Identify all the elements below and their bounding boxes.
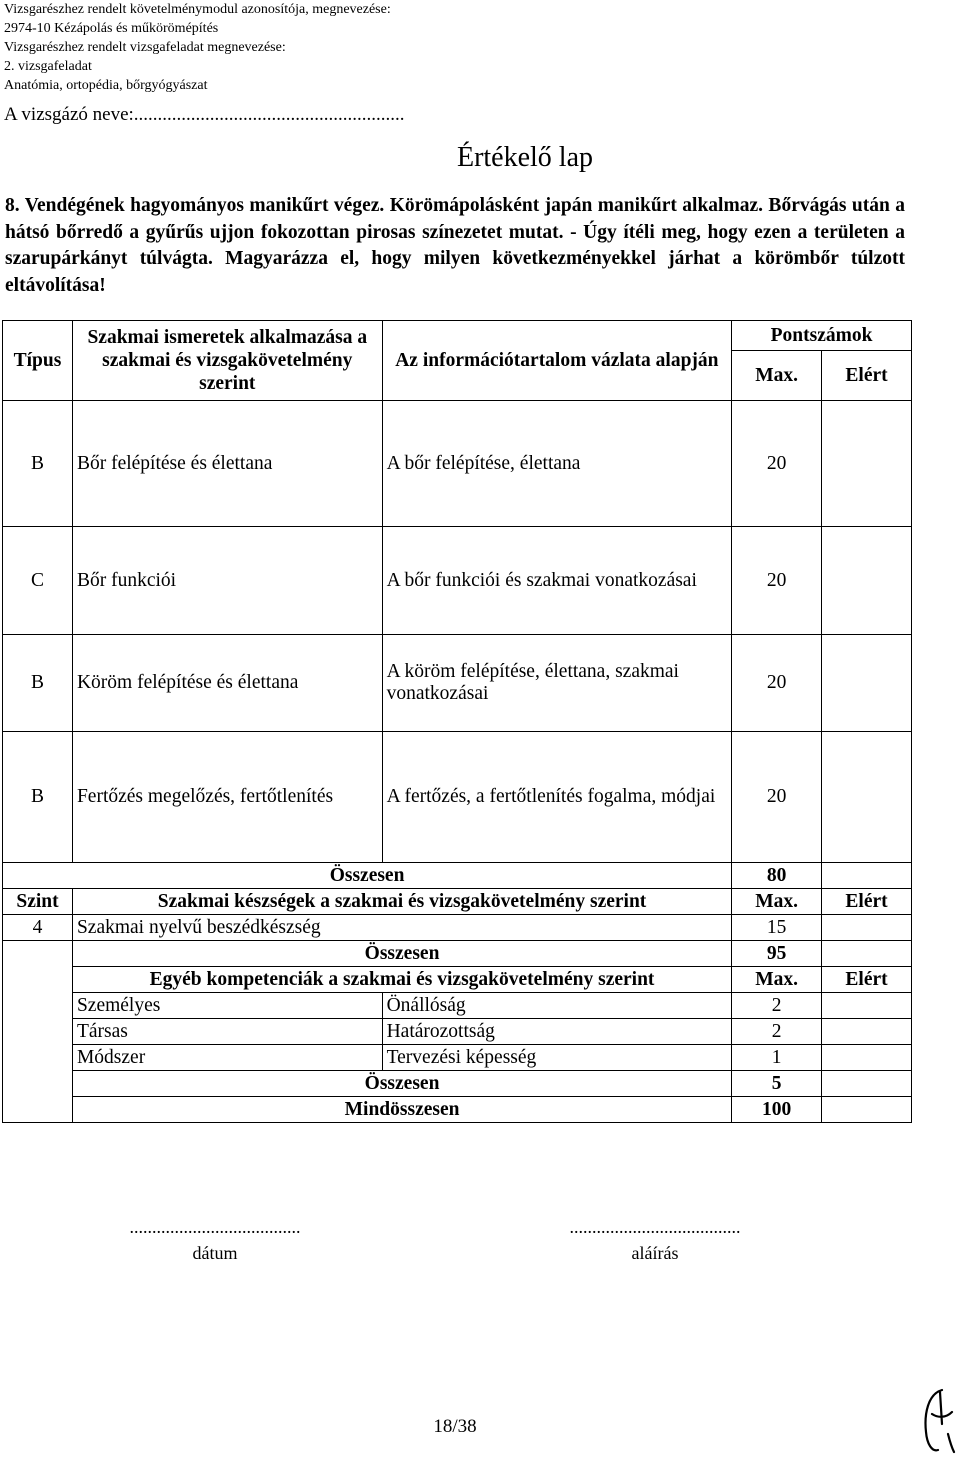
header-info: Az információtartalom vázlata alapján — [382, 321, 732, 401]
competency-category: Személyes — [72, 993, 382, 1019]
subtotal-achieved — [822, 863, 912, 889]
blank-cell — [3, 1097, 73, 1123]
sign-dots: ...................................... — [569, 1217, 741, 1237]
header-points: Pontszámok — [732, 321, 912, 351]
date-signature-block — [85, 1214, 345, 1266]
subtotal-label: Összesen — [72, 941, 731, 967]
row-max: 20 — [732, 401, 822, 527]
skills-level-header: Szint — [3, 889, 73, 915]
blank-cell — [3, 993, 73, 1019]
header-line: Vizsgarészhez rendelt követelménymodul azonosítója, megnevezése: — [4, 2, 391, 17]
subtotal-achieved — [822, 1071, 912, 1097]
subtotal-label: Összesen — [72, 1071, 731, 1097]
skills-max: 15 — [732, 915, 822, 941]
competency-achieved — [822, 1019, 912, 1045]
row-achieved — [822, 527, 912, 635]
table-row — [3, 635, 912, 732]
row-info: A bőr funkciói és szakmai vonatkozásai — [382, 527, 732, 635]
blank-cell — [3, 967, 73, 993]
task-description: 8. Vendégének hagyományos manikűrt végez. Körömápolásként japán manikűrt alkalmaz. Bőrvágás után a hátsó bőrredő a gyűrűs ujjon fokozottan pirosas színezetet mutat. - Úgy ítéli meg, hogy ezen a területen a szarupárkányt túlvágta. Magyarázza el, hogy milyen következményekkel járhat a körömbőr túlzott eltávolítása! — [5, 195, 905, 296]
date-label: dátum — [192, 1243, 238, 1263]
row-info: A fertőzés, a fertőtlenítés fogalma, módjai — [382, 732, 732, 863]
header-line: 2. vizsgafeladat — [4, 59, 92, 74]
competency-name: Önállóság — [382, 993, 732, 1019]
grand-total-achieved — [822, 1097, 912, 1123]
row-type: B — [3, 401, 73, 527]
skills-max-header: Max. — [732, 889, 822, 915]
competency-achieved — [822, 993, 912, 1019]
table-row — [3, 915, 912, 941]
header-type: Típus — [3, 321, 73, 401]
header-line: Vizsgarészhez rendelt vizsgafeladat megnevezése: — [4, 40, 286, 55]
blank-cell — [3, 1045, 73, 1071]
header-skills: Szakmai ismeretek alkalmazása a szakmai és vizsgakövetelmény szerint — [72, 321, 382, 401]
subtotal-label: Összesen — [3, 863, 732, 889]
row-max: 20 — [732, 635, 822, 732]
subtotal-value: 5 — [732, 1071, 822, 1097]
corner-logo-icon — [918, 1384, 958, 1456]
subtotal-value: 80 — [732, 863, 822, 889]
competency-name: Tervezési képesség — [382, 1045, 732, 1071]
evaluation-table — [2, 320, 912, 1123]
sign-label: aláírás — [631, 1243, 679, 1263]
row-max: 20 — [732, 527, 822, 635]
skills-label: Szakmai nyelvű beszédkészség — [72, 915, 731, 941]
table-row — [3, 1019, 912, 1045]
competency-category: Társas — [72, 1019, 382, 1045]
blank-cell — [3, 1071, 73, 1097]
grand-total-label: Mindösszesen — [72, 1097, 731, 1123]
table-row — [3, 732, 912, 863]
grand-total-value: 100 — [732, 1097, 822, 1123]
row-max: 20 — [732, 732, 822, 863]
row-skill: Bőr funkciói — [72, 527, 382, 635]
document-header — [4, 0, 391, 95]
header-max: Max. — [732, 351, 822, 401]
competency-max: 2 — [732, 1019, 822, 1045]
competency-max: 1 — [732, 1045, 822, 1071]
subtotal-value: 95 — [732, 941, 822, 967]
row-skill: Fertőzés megelőzés, fertőtlenítés — [72, 732, 382, 863]
competency-achieved-header: Elért — [822, 967, 912, 993]
row-type: B — [3, 635, 73, 732]
table-row — [3, 993, 912, 1019]
row-type: B — [3, 732, 73, 863]
row-achieved — [822, 635, 912, 732]
skills-achieved — [822, 915, 912, 941]
row-type: C — [3, 527, 73, 635]
page-title: Értékelő lap — [456, 142, 594, 173]
table-row — [3, 527, 912, 635]
subtotal-achieved — [822, 941, 912, 967]
competency-max: 2 — [732, 993, 822, 1019]
skills-header: Szakmai készségek a szakmai és vizsgakövetelmény szerint — [72, 889, 731, 915]
row-skill: Bőr felépítése és élettana — [72, 401, 382, 527]
row-achieved — [822, 732, 912, 863]
header-line: Anatómia, ortopédia, bőrgyógyászat — [4, 78, 208, 93]
row-achieved — [822, 401, 912, 527]
header-achieved: Elért — [822, 351, 912, 401]
candidate-name-line: A vizsgázó neve:......................................................... — [4, 104, 405, 125]
competency-header: Egyéb kompetenciák a szakmai és vizsgakövetelmény szerint — [72, 967, 731, 993]
table-row — [3, 1045, 912, 1071]
date-dots: ...................................... — [129, 1217, 301, 1237]
competency-name: Határozottság — [382, 1019, 732, 1045]
page-number: 18/38 — [433, 1416, 477, 1437]
row-skill: Köröm felépítése és élettana — [72, 635, 382, 732]
blank-cell — [3, 1019, 73, 1045]
row-info: A köröm felépítése, élettana, szakmai vonatkozásai — [382, 635, 732, 732]
sign-signature-block — [525, 1214, 785, 1266]
blank-cell — [3, 941, 73, 967]
header-line: 2974-10 Kézápolás és műkörömépítés — [4, 21, 219, 36]
competency-category: Módszer — [72, 1045, 382, 1071]
table-row — [3, 401, 912, 527]
skills-achieved-header: Elért — [822, 889, 912, 915]
competency-max-header: Max. — [732, 967, 822, 993]
competency-achieved — [822, 1045, 912, 1071]
skills-level: 4 — [3, 915, 73, 941]
row-info: A bőr felépítése, élettana — [382, 401, 732, 527]
